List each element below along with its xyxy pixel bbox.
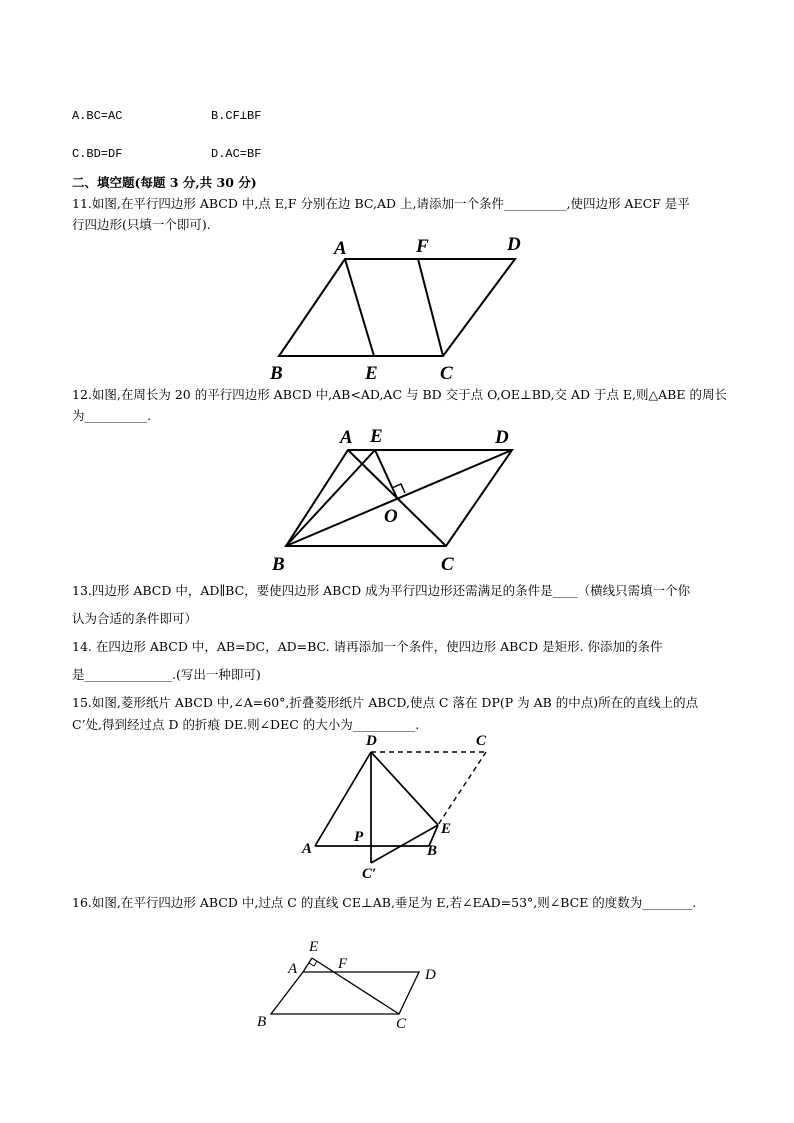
q16-label-a: A — [288, 961, 298, 977]
q11-line1: 11.如图,在平行四边形 ABCD 中,点 E,F 分别在边 BC,AD 上,请添加一个条件__________,使四边形 AECF 是平 — [72, 196, 690, 211]
q11-label-e: E — [365, 363, 378, 384]
option-a: A.BC=AC — [72, 109, 123, 123]
q12-label-a: A — [340, 427, 353, 448]
q11-label-a: A — [334, 238, 347, 259]
q12-label-e: E — [370, 426, 383, 447]
q15-figure — [300, 730, 500, 880]
q15-fold-de — [371, 752, 438, 825]
q14-line2: 是______________.(写出一种即可) — [72, 667, 261, 682]
q12-label-c: C — [441, 554, 454, 575]
option-d: D.AC=BF — [211, 147, 262, 161]
q12-label-d: D — [495, 427, 509, 448]
q15-label-b: B — [427, 843, 438, 859]
option-c: C.BD=DF — [72, 147, 123, 161]
q13-line2: 认为合适的条件即可） — [72, 611, 198, 626]
q11-line2: 行四边形(只填一个即可). — [72, 217, 211, 232]
q16-figure — [255, 932, 455, 1042]
q11-segment-fc — [418, 259, 443, 356]
q16-extension-ae — [303, 958, 312, 972]
q12-line2: 为__________. — [72, 408, 151, 423]
q11-label-b: B — [270, 363, 283, 384]
option-b: B.CF⊥BF — [211, 109, 262, 123]
q16-line-ce — [312, 958, 399, 1014]
q14-line1: 14. 在四边形 ABCD 中，AB=DC，AD=BC. 请再添加一个条件，使四边形 ABCD 是矩形. 你添加的条件 — [72, 639, 663, 654]
q15-line1: 15.如图,菱形纸片 ABCD 中,∠A=60°,折叠菱形纸片 ABCD,使点 C 落在 DP(P 为 AB 的中点)所在的直线上的点 — [72, 695, 699, 710]
q16-label-b: B — [257, 1014, 267, 1030]
q16-parallelogram — [271, 972, 419, 1014]
q11-parallelogram — [279, 259, 515, 356]
q11-label-d: D — [507, 234, 521, 255]
q13-line1: 13.四边形 ABCD 中，AD∥BC，要使四边形 ABCD 成为平行四边形还需满足的条件是____（横线只需填一个你 — [72, 583, 691, 598]
q11-segment-ae — [345, 259, 374, 356]
q11-figure — [270, 232, 540, 382]
q15-label-p: P — [354, 829, 364, 845]
q15-label-c-prime: C′ — [362, 866, 377, 882]
q16-label-e: E — [309, 939, 319, 955]
q12-figure — [270, 422, 530, 582]
q15-label-c: C — [476, 733, 487, 749]
q16-label-c: C — [396, 1016, 407, 1032]
section-heading: 二、填空题(每题 3 分,共 30 分) — [72, 175, 257, 190]
q16-label-d: D — [425, 967, 436, 983]
q12-segment-be — [286, 450, 375, 546]
q11-label-f: F — [416, 236, 429, 257]
q15-label-e: E — [441, 821, 452, 837]
q16-line1: 16.如图,在平行四边形 ABCD 中,过点 C 的直线 CE⊥AB,垂足为 E,若∠EAD=53°,则∠BCE 的度数为________. — [72, 895, 697, 910]
q12-line1: 12.如图,在周长为 20 的平行四边形 ABCD 中,AB<AD,AC 与 BD 交于点 O,OE⊥BD,交 AD 于点 E,则△ABE 的周长 — [72, 387, 727, 402]
q16-label-f: F — [338, 956, 348, 972]
q15-label-d: D — [366, 733, 377, 749]
q12-label-b: B — [272, 554, 285, 575]
q15-dashed-ce — [438, 752, 486, 825]
q12-label-o: O — [384, 506, 398, 527]
q12-segment-eo — [375, 450, 397, 498]
q15-line2: C’处,得到经过点 D 的折痕 DE.则∠DEC 的大小为__________. — [72, 717, 420, 732]
q11-label-c: C — [440, 363, 453, 384]
q15-label-a: A — [302, 841, 313, 857]
